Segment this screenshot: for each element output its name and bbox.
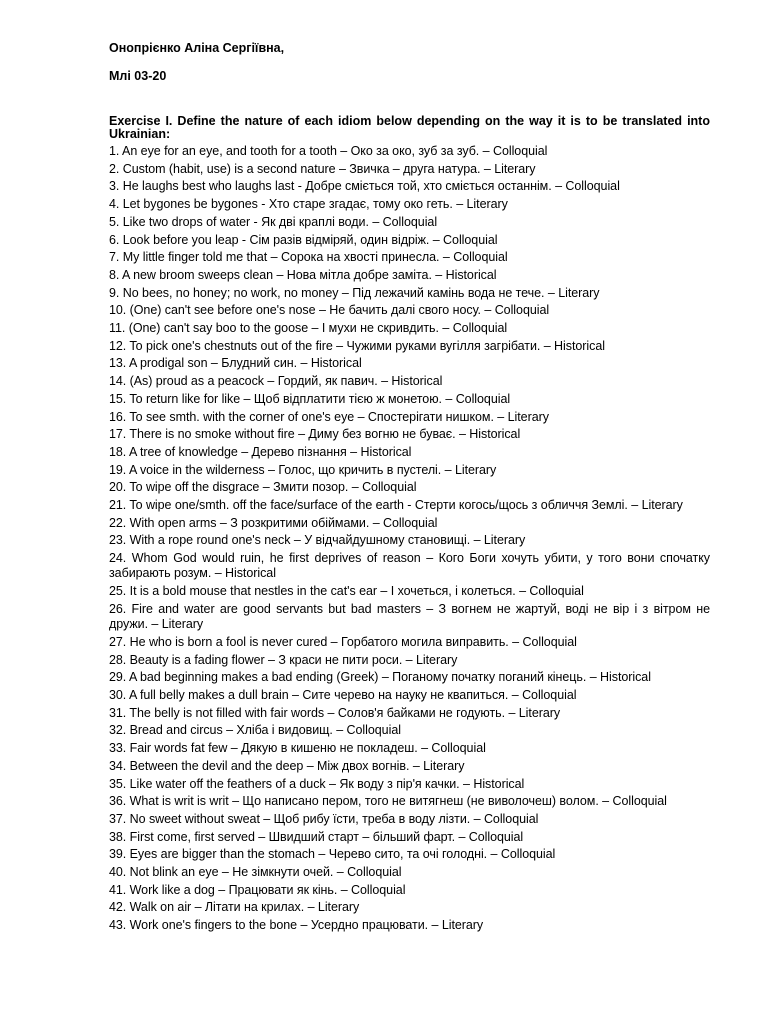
list-item: 32. Bread and circus – Хліба і видовищ. – Colloquial <box>109 723 401 738</box>
document-page <box>109 40 710 935</box>
list-item: 23. With a rope round one's neck – У відчайдушному становищі. – Literary <box>109 533 526 548</box>
list-item: 26. Fire and water are good servants but bad masters – З вогнем не жартуй, воді не вір і з вітром не дружи. – Literary <box>109 601 710 631</box>
list-item: 31. The belly is not filled with fair words – Солов'я байками не годують. – Literary <box>109 705 561 720</box>
list-item: 38. First come, first served – Швидший старт – більший фарт. – Colloquial <box>109 829 524 844</box>
list-item: 20. To wipe off the disgrace – Змити позор. – Colloquial <box>109 480 417 495</box>
list-item: 15. To return like for like – Щоб відплатити тією ж монетою. – Colloquial <box>109 391 511 406</box>
list-item: 9. No bees, no honey; no work, no money – Під лежачий камінь вода не тече. – Literary <box>109 285 600 300</box>
list-item: 40. Not blink an eye – Не зімкнути очей. – Colloquial <box>109 865 402 880</box>
list-item: 36. What is writ is writ – Що написано пером, того не витягнеш (не виволочеш) волом. – Colloquial <box>109 794 667 809</box>
list-item: 16. To see smth. with the corner of one's eye – Спостерігати нишком. – Literary <box>109 409 549 424</box>
idiom-list <box>109 143 710 935</box>
list-item: 30. A full belly makes a dull brain – Сите черево на науку не квапиться. – Colloquial <box>109 687 577 702</box>
list-item: 3. He laughs best who laughs last - Добре сміється той, хто сміється останнім. – Colloquial <box>109 179 620 194</box>
list-item: 12. To pick one's chestnuts out of the fire – Чужими руками вугілля загрібати. – Historical <box>109 338 605 353</box>
list-item: 2. Custom (habit, use) is a second nature – Звичка – друга натура. – Literary <box>109 161 536 176</box>
list-item: 4. Let bygones be bygones - Хто старе згадає, тому око геть. – Literary <box>109 197 508 212</box>
list-item: 6. Look before you leap - Сім разів відміряй, один відріж. – Colloquial <box>109 232 498 247</box>
list-item: 8. A new broom sweeps clean – Нова мітла добре заміта. – Historical <box>109 267 497 282</box>
list-item: 17. There is no smoke without fire – Диму без вогню не буває. – Historical <box>109 427 521 442</box>
list-item: 24. Whom God would ruin, he first deprives of reason – Кого Боги хочуть убити, у того вони спочатку забирають розум. – Historical <box>109 551 710 581</box>
list-item: 42. Walk on air – Літати на крилах. – Literary <box>109 900 360 915</box>
list-item: 10. (One) can't see before one's nose – Не бачить далі свого носу. – Colloquial <box>109 303 550 318</box>
list-item: 37. No sweet without sweat – Щоб рибу їсти, треба в воду лізти. – Colloquial <box>109 811 539 826</box>
author-name: Онопрієнко Аліна Сергіївна, <box>109 41 285 55</box>
exercise-title: Exercise I. Define the nature of each idiom below depending on the way it is to be translated into Ukrainian: <box>109 114 710 141</box>
list-item: 27. He who is born a fool is never cured – Горбатого могила виправить. – Colloquial <box>109 634 577 649</box>
list-item: 28. Beauty is a fading flower – З краси не пити роси. – Literary <box>109 652 458 667</box>
list-item: 5. Like two drops of water - Як дві краплі води. – Colloquial <box>109 214 438 229</box>
list-item: 39. Eyes are bigger than the stomach – Черево сито, та очі голодні. – Colloquial <box>109 847 556 862</box>
list-item: 43. Work one's fingers to the bone – Усердно працювати. – Literary <box>109 918 484 933</box>
list-item: 41. Work like a dog – Працювати як кінь. – Colloquial <box>109 882 406 897</box>
list-item: 7. My little finger told me that – Сорока на хвості принесла. – Colloquial <box>109 250 508 265</box>
list-item: 34. Between the devil and the deep – Між двох вогнів. – Literary <box>109 758 465 773</box>
list-item: 21. To wipe one/smth. off the face/surface of the earth - Стерти когось/щось з обличчя Землі. – Literary <box>109 498 683 513</box>
list-item: 22. With open arms – З розкритими обіймами. – Colloquial <box>109 515 438 530</box>
list-item: 19. A voice in the wilderness – Голос, що кричить в пустелі. – Literary <box>109 462 497 477</box>
list-item: 1. An eye for an eye, and tooth for a tooth – Око за око, зуб за зуб. – Colloquial <box>109 144 548 158</box>
list-item: 33. Fair words fat few – Дякую в кишеню не покладеш. – Colloquial <box>109 741 486 756</box>
group-code: Млі 03-20 <box>109 69 167 83</box>
list-item: 13. A prodigal son – Блудний син. – Historical <box>109 356 362 371</box>
list-item: 18. A tree of knowledge – Дерево пізнання – Historical <box>109 444 412 459</box>
list-item: 14. (As) proud as a peacock – Гордий, як павич. – Historical <box>109 374 443 389</box>
list-item: 11. (One) can't say boo to the goose – І мухи не скривдить. – Colloquial <box>109 321 508 336</box>
list-item: 25. It is a bold mouse that nestles in the cat's ear – І хочеться, і колеться. – Colloquial <box>109 584 584 599</box>
list-item: 35. Like water off the feathers of a duck – Як воду з пір'я качки. – Historical <box>109 776 525 791</box>
list-item: 29. A bad beginning makes a bad ending (Greek) – Поганому початку поганий кінець. – Historical <box>109 670 651 685</box>
